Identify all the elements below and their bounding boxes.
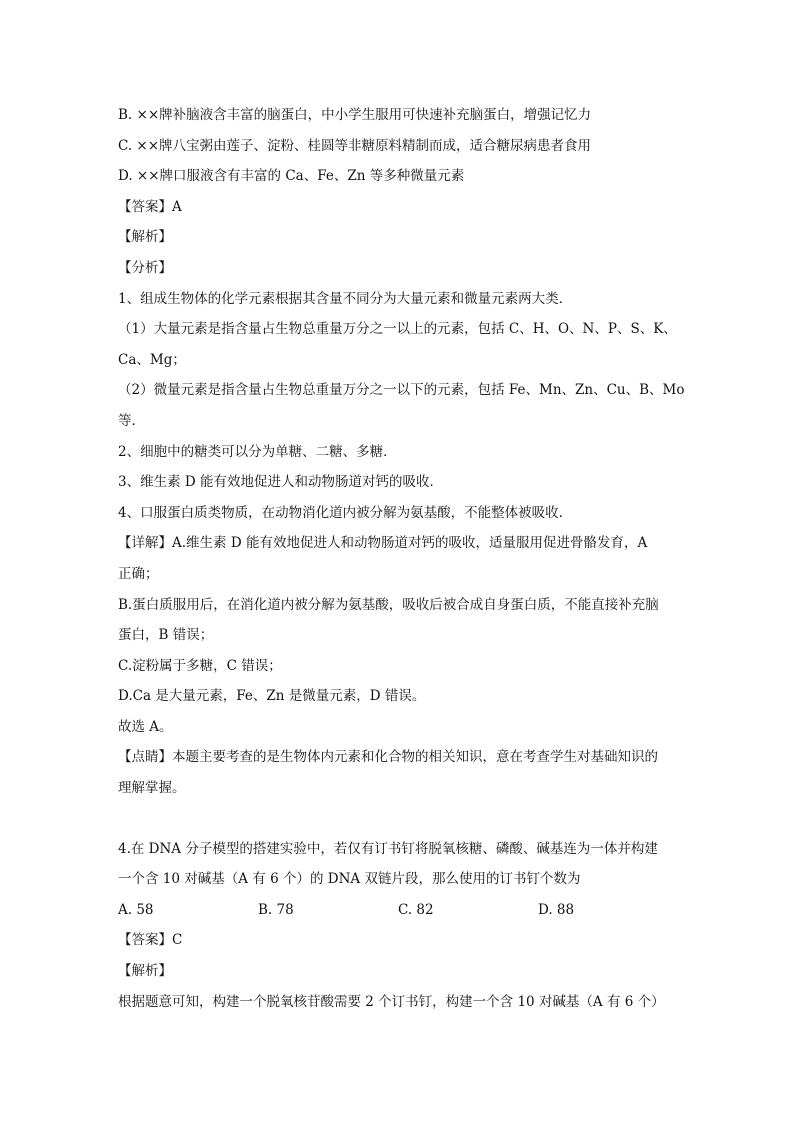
answer-label: 【答案】A — [118, 198, 182, 215]
detail-a-cont: 正确； — [118, 565, 159, 582]
dianjing: 【点睛】本题主要考查的是生物体内元素和化合物的相关知识，意在考查学生对基础知识的 — [118, 749, 658, 766]
detail-d: D.Ca 是大量元素，Fe、Zn 是微量元素，D 错误。 — [118, 688, 426, 705]
analysis-label: 【解析】 — [118, 229, 172, 246]
point-3: 3、维生素 D 能有效地促进人和动物肠道对钙的吸收． — [118, 474, 443, 491]
option-b: B. ××牌补脑液含丰富的脑蛋白，中小学生服用可快速补充脑蛋白，增强记忆力 — [118, 107, 592, 123]
point-2: 2、细胞中的糖类可以分为单糖、二糖、多糖． — [118, 443, 397, 460]
option-d: D. ××牌口服液含有丰富的 Ca、Fe、Zn 等多种微量元素 — [118, 168, 465, 185]
point-4: 4、口服蛋白质类物质，在动物消化道内被分解为氨基酸，不能整体被吸收． — [118, 504, 573, 521]
question-4-explain: 根据题意可知，构建一个脱氧核苷酸需要 2 个订书钉，构建一个含 10 对碱基（A 有 6 个） — [118, 993, 665, 1010]
option-b-78: B. 78 — [258, 901, 294, 918]
fenxi-label: 【分析】 — [118, 259, 172, 276]
option-a-58: A. 58 — [118, 901, 154, 918]
option-c-82: C. 82 — [398, 901, 434, 918]
question-4-options — [118, 895, 678, 926]
question-4-line-2: 一个含 10 对碱基（A 有 6 个）的 DNA 双链片段，那么使用的订书钉个数为 — [118, 871, 581, 888]
detail-c: C.淀粉属于多糖，C 错误； — [118, 657, 282, 674]
detail-b-cont: 蛋白，B 错误； — [118, 627, 214, 644]
question-4-analysis-label: 【解析】 — [118, 963, 172, 980]
point-1-sub-2: （2）微量元素是指含量占生物总重量万分之一以下的元素，包括 Fe、Mn、Zn、Cu、B、Mo — [118, 382, 685, 399]
point-1-sub-1-cont: Ca、Mg； — [118, 351, 186, 368]
option-c: C. ××牌八宝粥由莲子、淀粉、桂圆等非糖原料精制而成，适合糖尿病患者食用 — [118, 137, 592, 154]
point-1: 1、组成生物体的化学元素根据其含量不同分为大量元素和微量元素两大类． — [118, 290, 573, 307]
option-d-88: D. 88 — [538, 901, 575, 918]
detail-a: 【详解】A.维生素 D 能有效地促进人和动物肠道对钙的吸收，适量服用促进骨骼发育，A — [118, 535, 648, 552]
point-1-sub-2-cont: 等． — [118, 412, 145, 429]
point-1-sub-1: （1）大量元素是指含量占生物总重量万分之一以上的元素，包括 C、H、O、N、P、S、K、 — [118, 321, 677, 338]
dianjing-cont: 理解掌握。 — [118, 780, 186, 797]
question-4-answer: 【答案】C — [118, 932, 183, 949]
question-4-line-1: 4.在 DNA 分子模型的搭建实验中，若仅有订书钉将脱氧核糖、磷酸、碱基连为一体并构建 — [118, 840, 658, 857]
document-page — [118, 100, 685, 1017]
conclusion: 故选 A。 — [118, 718, 173, 735]
detail-b: B.蛋白质服用后，在消化道内被分解为氨基酸，吸收后被合成自身蛋白质，不能直接补充脑 — [118, 596, 659, 613]
